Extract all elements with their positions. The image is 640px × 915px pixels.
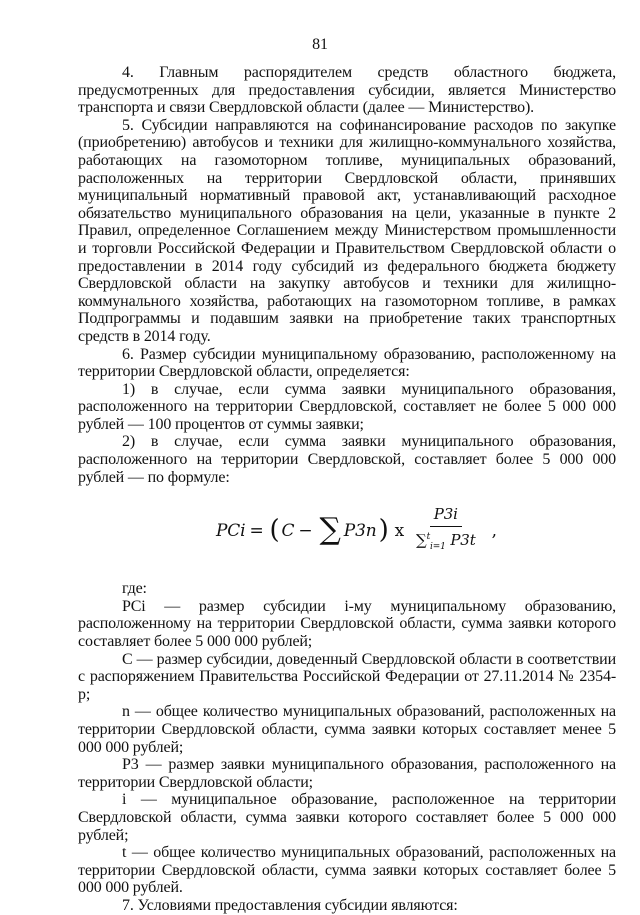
formula-pzn: P3n bbox=[343, 520, 377, 541]
formula-close-paren: ) bbox=[378, 515, 389, 546]
formula-den-sup: t bbox=[426, 531, 431, 542]
formula-den-term: P3t bbox=[450, 530, 476, 549]
definition-t: t — общее количество муниципальных образований, расположенных на территории Свердловской области, сумма заявки которых составляет более 5 000 000 рублей. bbox=[78, 844, 616, 897]
document-body bbox=[78, 64, 616, 915]
paragraph-6: 6. Размер субсидии муниципальному образованию, расположенному на территории Свердловской области, определяется: bbox=[78, 345, 616, 381]
formula-equals: = bbox=[249, 520, 264, 541]
definition-n: n — общее количество муниципальных образований, расположенных на территории Свердловской области, сумма заявки которых составляет менее 5 000 000 рублей; bbox=[78, 703, 616, 756]
definition-i: i — муниципальное образование, расположенное на территории Свердловской области, сумма заявки которого составляет более 5 000 000 рублей; bbox=[78, 791, 616, 844]
definition-p3: P3 — размер заявки муниципального образования, расположенного на территории Свердловской области; bbox=[78, 756, 616, 791]
formula-denominator bbox=[412, 527, 480, 557]
definition-pci: PCi — размер субсидии i-му муниципальному образованию, расположенному на территории Свердловской области, сумма заявки которого составляет более 5 000 000 рублей; bbox=[78, 597, 616, 651]
paragraph-6-item-2: 2) в случае, если сумма заявки муниципального образования, расположенного на территории Свердловской, составляет более 5 000 000 рублей — по формуле: bbox=[78, 433, 616, 486]
formula-times: x bbox=[394, 520, 404, 541]
formula-sigma: ∑ bbox=[319, 512, 341, 548]
definition-c: C — размер субсидии, доведенный Свердловской области в соответствии с распоряжением Правительства Российской Федерации от 27.11.2014 № 2354-р; bbox=[78, 650, 616, 703]
formula-den-sigma: ∑ bbox=[416, 530, 427, 549]
formula-open-paren: ( bbox=[269, 515, 280, 546]
formula-comma: , bbox=[491, 520, 497, 541]
subsidy-formula bbox=[216, 506, 497, 556]
formula-minus: − bbox=[298, 520, 313, 541]
page-number: 81 bbox=[312, 36, 328, 53]
paragraph-7: 7. Условиями предоставления субсидии являются: bbox=[122, 896, 458, 914]
paragraph-5: 5. Субсидии направляются на софинансирование расходов по закупке (приобретению) автобусов и техники для жилищно-коммунального хозяйства, работающих на газомоторном топливе, муниципальных образований, расположенных на территории Свердловской области, принявших муниципальный нормативный правовой акт, устанавливающий расходное обязательство муниципального образования на цели, указанные в пункте 2 Правил, определенное Соглашением между Министерством промышленности и торговли Российской Федерации и Правительством Свердловской области о предоставлении в 2014 году субсидий из федерального бюджета бюджету Свердловской области на закупку автобусов и техники для жилищно-коммунального хозяйства, работающих на газомоторном топливе, в рамках Подпрограммы и подавшим заявки на приобретение таких транспортных средств в 2014 году. bbox=[78, 116, 616, 345]
formula-c: C bbox=[281, 520, 295, 541]
paragraph-4: 4. Главным распорядителем средств областного бюджета, предусмотренных для предоставления субсидии, является Министерство транспорта и связи Свердловской области (далее — Министерство). bbox=[78, 64, 616, 117]
formula-numerator: P3i bbox=[430, 506, 462, 527]
definitions-intro: где: bbox=[122, 580, 147, 598]
formula-den-sub: i=1 bbox=[430, 541, 446, 552]
formula-lhs: PCi bbox=[216, 520, 246, 541]
paragraph-6-item-1: 1) в случае, если сумма заявки муниципального образования, расположенного на территории Свердловской, составляет не более 5 000 000 рублей — 100 процентов от суммы заявки; bbox=[78, 380, 616, 433]
formula-block bbox=[78, 492, 616, 568]
formula-fraction bbox=[412, 506, 480, 556]
